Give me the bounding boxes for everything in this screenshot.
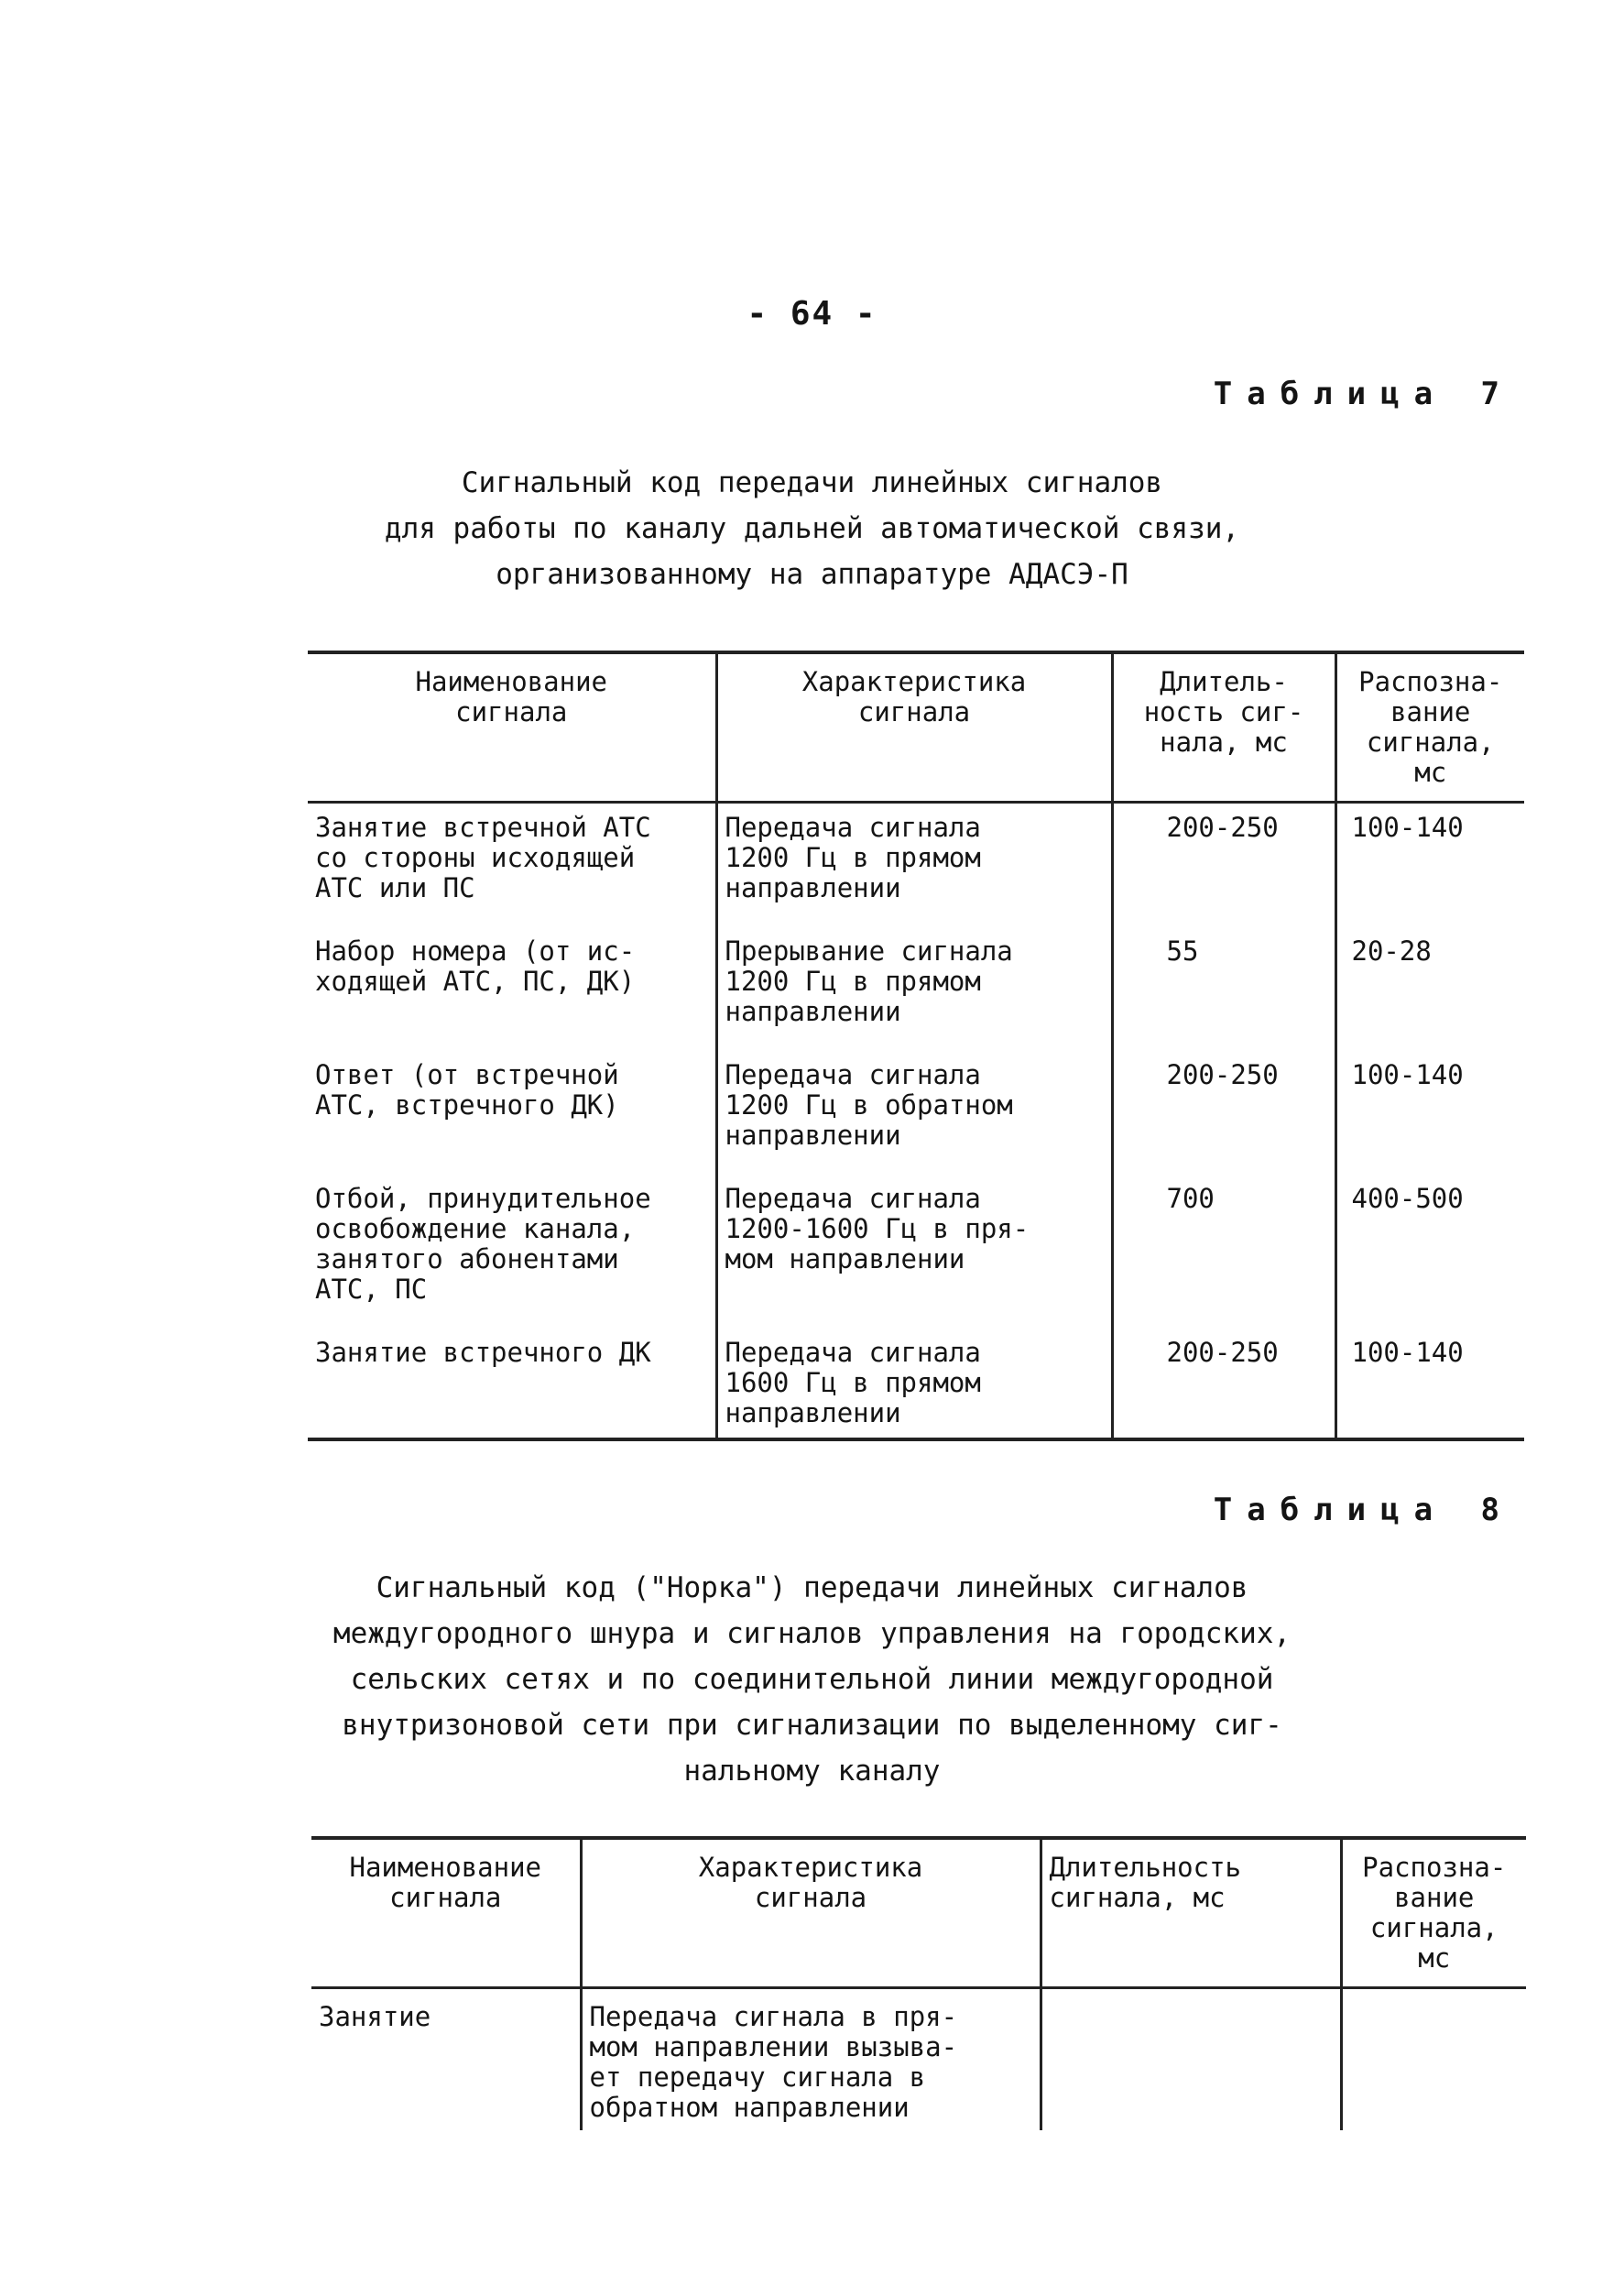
cell-line: АТС или ПС	[315, 872, 475, 903]
cell-line: Передача сигнала	[725, 1183, 981, 1214]
cell-line: Характеристика	[801, 666, 1027, 697]
cell-line: 1200-1600 Гц в пря-	[725, 1213, 1030, 1244]
header-signal-recognition	[1341, 1838, 1526, 1988]
cell-line: АТС, встречного ДК)	[315, 1089, 619, 1121]
table-row	[308, 1051, 1524, 1175]
page-number: - 64 -	[747, 295, 877, 333]
cell-line: Длитель-	[1160, 666, 1288, 697]
signal-name-cell	[308, 1051, 716, 1175]
cell-line: Прерывание сигнала	[725, 935, 1013, 967]
cell-line: Распозна-	[1358, 666, 1503, 697]
caption-line: Сигнальный код передачи линейных сигналов	[461, 466, 1163, 499]
cell-line: АТС, ПС	[315, 1274, 428, 1305]
cell-line: 1600 Гц в прямом	[725, 1367, 981, 1398]
cell-line: Распозна-	[1362, 1852, 1507, 1883]
cell-line: Передача сигнала в пря-	[589, 2001, 958, 2032]
header-signal-characteristic	[716, 652, 1112, 803]
header-signal-recognition	[1335, 652, 1524, 803]
signal-recognition-cell: 20-28	[1335, 927, 1524, 1051]
cell-line: обратном направлении	[589, 2092, 910, 2123]
signal-name-cell	[311, 1988, 581, 2131]
table-7	[308, 651, 1524, 1441]
table-7-label: Таблица 7	[1213, 376, 1514, 412]
table-7-caption	[0, 460, 1624, 597]
table-row	[308, 1175, 1524, 1329]
cell-line: занятого абонентами	[315, 1243, 619, 1274]
signal-duration-cell: 200-250	[1112, 1329, 1335, 1439]
signal-name-cell	[308, 803, 716, 928]
cell-line: Ответ (от встречной	[315, 1059, 619, 1090]
cell-line: освобождение канала,	[315, 1213, 636, 1244]
cell-line: сигнала	[389, 1882, 502, 1913]
cell-line: сигнала, мс	[1049, 1882, 1226, 1913]
cell-line: Набор номера (от ис-	[315, 935, 636, 967]
cell-line: Занятие встречного ДК	[315, 1337, 651, 1368]
caption-line: междугородного шнура и сигналов управления на городских,	[332, 1617, 1292, 1650]
cell-line: Длительность	[1049, 1852, 1242, 1883]
table-row	[311, 1988, 1526, 2131]
cell-line: Наименование	[415, 666, 607, 697]
table-8	[311, 1836, 1526, 2130]
cell-line: ность сиг-	[1143, 696, 1304, 727]
signal-recognition-cell: 400-500	[1335, 1175, 1524, 1329]
table-row	[308, 927, 1524, 1051]
header-signal-name	[311, 1838, 581, 1988]
table-row	[308, 1329, 1524, 1439]
header-signal-name	[308, 652, 716, 803]
cell-line: вание	[1390, 696, 1471, 727]
signal-duration-cell: 700	[1112, 1175, 1335, 1329]
signal-duration-cell: 55	[1112, 927, 1335, 1051]
cell-line: ходящей АТС, ПС, ДК)	[315, 966, 636, 997]
cell-line: сигнала,	[1366, 727, 1495, 758]
table-8-label: Таблица 8	[1213, 1492, 1514, 1528]
cell-line: Отбой, принудительное	[315, 1183, 651, 1214]
cell-line: мс	[1418, 1942, 1451, 1974]
signal-duration-cell: 200-250	[1112, 803, 1335, 928]
cell-line: сигнала	[857, 696, 971, 727]
cell-line: Передача сигнала	[725, 1059, 981, 1090]
cell-line: сигнала	[754, 1882, 867, 1913]
table-row	[308, 803, 1524, 928]
signal-name-cell	[308, 1175, 716, 1329]
signal-recognition-cell: 100-140	[1335, 803, 1524, 928]
cell-line: со стороны исходящей	[315, 842, 636, 873]
signal-recognition-cell: 100-140	[1335, 1051, 1524, 1175]
caption-line: Сигнальный код ("Норка") передачи линейных сигналов	[376, 1571, 1248, 1604]
cell-line: Занятие встречной АТС	[315, 812, 651, 843]
signal-duration-cell: 200-250	[1112, 1051, 1335, 1175]
cell-line: направлении	[725, 1120, 901, 1151]
caption-line: для работы по каналу дальней автоматической связи,	[384, 512, 1240, 545]
cell-line: Наименование	[349, 1852, 541, 1883]
header-signal-duration	[1112, 652, 1335, 803]
signal-characteristic-cell	[716, 1051, 1112, 1175]
header-signal-duration	[1041, 1838, 1341, 1988]
cell-line: сигнала,	[1369, 1912, 1499, 1943]
cell-line: Характеристика	[698, 1852, 923, 1883]
signal-characteristic-cell	[716, 927, 1112, 1051]
cell-line: направлении	[725, 996, 901, 1027]
cell-line: вание	[1394, 1882, 1475, 1913]
signal-name-cell	[308, 1329, 716, 1439]
cell-line: Передача сигнала	[725, 812, 981, 843]
cell-line: 1200 Гц в прямом	[725, 842, 981, 873]
cell-line: мом направлении вызыва-	[589, 2031, 958, 2062]
cell-line: направлении	[725, 872, 901, 903]
cell-line: Занятие	[319, 2001, 431, 2032]
signal-name-cell	[308, 927, 716, 1051]
cell-line: Передача сигнала	[725, 1337, 981, 1368]
table-8-caption	[0, 1565, 1624, 1794]
caption-line: нальному каналу	[683, 1755, 941, 1788]
signal-characteristic-cell	[716, 1175, 1112, 1329]
signal-duration-cell	[1041, 1988, 1341, 2131]
signal-characteristic-cell	[716, 1329, 1112, 1439]
cell-line: нала, мс	[1160, 727, 1288, 758]
caption-line: внутризоновой сети при сигнализации по выделенному сиг-	[342, 1709, 1282, 1742]
signal-recognition-cell: 100-140	[1335, 1329, 1524, 1439]
cell-line: мс	[1414, 757, 1447, 788]
header-signal-characteristic	[581, 1838, 1041, 1988]
cell-line: сигнала	[455, 696, 568, 727]
cell-line: направлении	[725, 1397, 901, 1428]
cell-line: 1200 Гц в обратном	[725, 1089, 1013, 1121]
signal-characteristic-cell	[581, 1988, 1041, 2131]
cell-line: 1200 Гц в прямом	[725, 966, 981, 997]
table-header-row	[308, 652, 1524, 803]
caption-line: организованному на аппаратуре АДАСЭ-П	[496, 558, 1128, 591]
cell-line: ет передачу сигнала в	[589, 2062, 926, 2093]
table-header-row	[311, 1838, 1526, 1988]
caption-line: сельских сетях и по соединительной линии междугородной	[350, 1663, 1274, 1696]
signal-recognition-cell	[1341, 1988, 1526, 2131]
signal-characteristic-cell	[716, 803, 1112, 928]
cell-line: мом направлении	[725, 1243, 965, 1274]
